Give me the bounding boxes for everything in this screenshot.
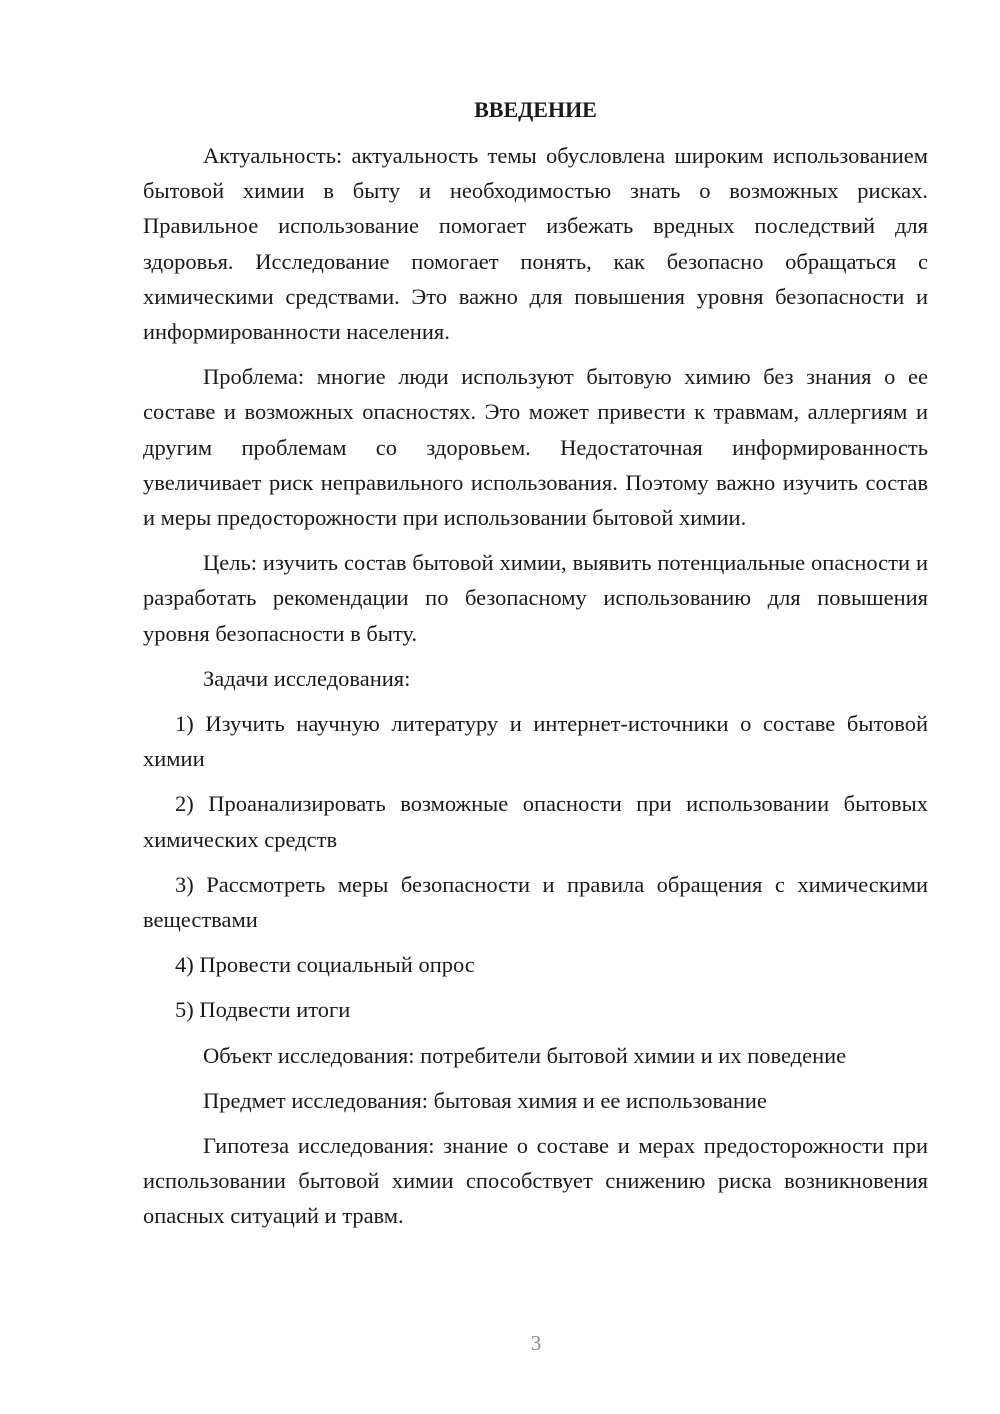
tasks-title: Задачи исследования: [203, 665, 411, 691]
section-heading: ВВЕДЕНИЕ [474, 97, 597, 122]
research-object: Объект исследования: потребители бытовой химии и их поведение [203, 1042, 847, 1068]
page-number: 3 [530, 1331, 542, 1355]
research-subject: Предмет исследования: бытовая химия и ее использование [203, 1087, 767, 1113]
problem-paragraph: Проблема: многие люди используют бытовую химию без знания о ее составе и возможных опасностях. Это может привести к травмам, аллергиям и другим проблемам со здоровьем. Недостаточная информированность увеличивает риск неправильного использования. Поэтому важно изучить состав и меры предосторожности при использовании бытовой химии. [143, 364, 928, 531]
task-item: 2) Проанализировать возможные опасности при использовании бытовых химических средств [143, 791, 928, 852]
task-item: 5) Подвести итоги [175, 997, 351, 1023]
relevance-paragraph: Актуальность: актуальность темы обусловлена широким использованием бытовой химии в быту и необходимостью знать о возможных рисках. Правильное использование помогает избежать вредных последствий для здоровья. Исследование помогает понять, как безопасно обращаться с химическими средствами. Это важно для повышения уровня безопасности и информированности населения. [143, 143, 928, 345]
task-item: 4) Провести социальный опрос [175, 952, 475, 978]
task-item: 3) Рассмотреть меры безопасности и правила обращения с химическими веществами [143, 871, 928, 933]
task-item: 1) Изучить научную литературу и интернет-источники о составе бытовой химии [143, 711, 928, 772]
document-page [143, 92, 928, 1244]
goal-paragraph: Цель: изучить состав бытовой химии, выявить потенциальные опасности и разработать рекомендации по безопасному использованию для повышения уровня безопасности в быту. [143, 550, 928, 646]
research-hypothesis: Гипотеза исследования: знание о составе и мерах предосторожности при использовании бытовой химии способствует снижению риска возникновения опасных ситуаций и травм. [143, 1133, 928, 1229]
